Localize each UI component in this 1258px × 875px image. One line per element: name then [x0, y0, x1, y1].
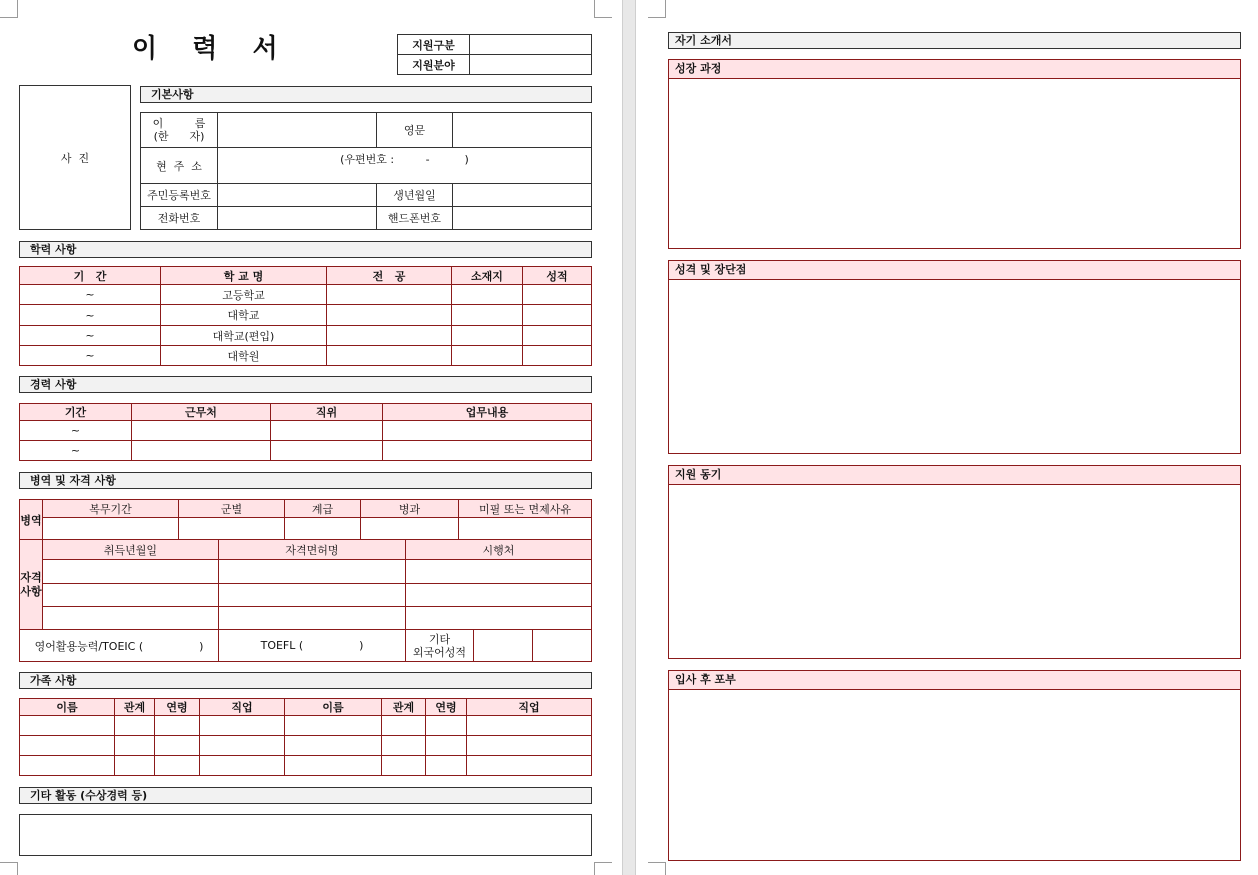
basic-info-table	[140, 112, 592, 230]
postal-code-text: (우편번호 : - )	[340, 153, 469, 166]
apply-type-label: 지원구분	[398, 35, 470, 55]
crop-mark-bottom-right	[594, 862, 612, 875]
other-language-label: 기타 외국어성적	[406, 630, 474, 662]
career-duties-cell[interactable]	[383, 441, 592, 461]
education-table	[19, 266, 592, 366]
edu-major-cell[interactable]	[327, 305, 452, 326]
mil-col-service-period: 복무기간	[43, 500, 179, 518]
mil-specialty-field[interactable]	[361, 518, 459, 540]
english-name-field[interactable]	[453, 113, 592, 148]
family-col-name-2: 이름	[285, 699, 382, 716]
table-row	[20, 756, 592, 776]
table-row	[20, 560, 592, 584]
family-col-name: 이름	[20, 699, 115, 716]
crop-mark-top-right	[594, 0, 612, 18]
edu-grade-cell[interactable]	[523, 346, 592, 366]
apply-type-field[interactable]	[470, 35, 592, 55]
edu-period-cell[interactable]: ~	[20, 305, 161, 326]
qual-issuer-cell[interactable]	[406, 584, 592, 607]
career-company-cell[interactable]	[132, 421, 271, 441]
birth-field[interactable]	[453, 184, 592, 207]
career-col-period: 기간	[20, 404, 132, 421]
qual-col-issuer: 시행처	[406, 540, 592, 560]
mil-col-branch: 군별	[179, 500, 285, 518]
edu-period-cell[interactable]: ~	[20, 346, 161, 366]
family-col-job-2: 직업	[467, 699, 592, 716]
career-position-cell[interactable]	[271, 421, 383, 441]
career-header: 경력 사항	[19, 376, 592, 393]
photo-label: 사 진	[60, 151, 90, 165]
apply-field-label: 지원분야	[398, 55, 470, 75]
edu-location-cell[interactable]	[452, 326, 523, 346]
mil-exemption-field[interactable]	[459, 518, 592, 540]
toeic-label[interactable]: 영어활용능력/TOEIC ( )	[20, 630, 219, 662]
military-header: 병역 및 자격 사항	[19, 472, 592, 489]
mobile-field[interactable]	[453, 207, 592, 230]
apply-table	[397, 34, 592, 75]
table-row	[20, 607, 592, 630]
cover-letter-page	[636, 0, 1258, 875]
aspiration-section[interactable]	[668, 670, 1241, 861]
qual-col-license: 자격면허명	[219, 540, 406, 560]
basic-info-header: 기본사항	[140, 86, 592, 103]
edu-location-cell[interactable]	[452, 346, 523, 366]
career-duties-cell[interactable]	[383, 421, 592, 441]
birth-label: 생년월일	[377, 184, 453, 207]
family-col-relation-2: 관계	[382, 699, 426, 716]
edu-grade-cell[interactable]	[523, 305, 592, 326]
qual-date-cell[interactable]	[43, 607, 219, 630]
resume-title: 이 력 서	[132, 34, 280, 64]
photo-box[interactable]	[19, 85, 131, 230]
edu-school-cell[interactable]: 고등학교	[161, 285, 327, 305]
education-header: 학력 사항	[19, 241, 592, 258]
mil-rank-field[interactable]	[285, 518, 361, 540]
family-col-job: 직업	[200, 699, 285, 716]
edu-col-location: 소재지	[452, 267, 523, 285]
career-period-cell[interactable]: ~	[20, 421, 132, 441]
table-row	[20, 716, 592, 736]
mil-col-rank: 계급	[285, 500, 361, 518]
mil-service-period-field[interactable]	[43, 518, 179, 540]
table-row	[20, 346, 592, 366]
address-field[interactable]	[218, 148, 592, 184]
edu-major-cell[interactable]	[327, 326, 452, 346]
mil-branch-field[interactable]	[179, 518, 285, 540]
personality-section[interactable]	[668, 260, 1241, 454]
qual-license-cell[interactable]	[219, 607, 406, 630]
career-company-cell[interactable]	[132, 441, 271, 461]
phone-label: 전화번호	[141, 207, 218, 230]
qual-license-cell[interactable]	[219, 584, 406, 607]
crop-mark-top-left	[648, 0, 666, 18]
table-row	[20, 584, 592, 607]
apply-field-field[interactable]	[470, 55, 592, 75]
edu-location-cell[interactable]	[452, 305, 523, 326]
motivation-section-title: 지원 동기	[669, 466, 1240, 485]
qualification-label: 자격 사항	[20, 540, 43, 630]
cover-letter-header: 자기 소개서	[668, 32, 1241, 49]
table-row	[20, 441, 592, 461]
toefl-label[interactable]: TOEFL ( )	[219, 630, 406, 662]
table-row	[20, 285, 592, 305]
page-gutter	[622, 0, 636, 875]
personality-section-title: 성격 및 장단점	[669, 261, 1240, 280]
mil-col-exemption: 미필 또는 면제사유	[459, 500, 592, 518]
edu-col-school: 학 교 명	[161, 267, 327, 285]
qual-license-cell[interactable]	[219, 560, 406, 584]
address-label: 현 주 소	[141, 148, 218, 184]
edu-grade-cell[interactable]	[523, 326, 592, 346]
edu-school-cell[interactable]: 대학교(편입)	[161, 326, 327, 346]
edu-period-cell[interactable]: ~	[20, 326, 161, 346]
aspiration-section-title: 입사 후 포부	[669, 671, 1240, 690]
edu-col-grade: 성적	[523, 267, 592, 285]
military-table	[19, 499, 592, 540]
table-row	[20, 421, 592, 441]
crop-mark-bottom-left	[648, 862, 666, 875]
crop-mark-top-left	[0, 0, 18, 18]
career-period-cell[interactable]: ~	[20, 441, 132, 461]
career-col-company: 근무처	[132, 404, 271, 421]
other-language-field[interactable]	[474, 630, 533, 662]
family-table	[19, 698, 592, 776]
rrn-field[interactable]	[218, 184, 377, 207]
activities-header: 기타 활동 (수상경력 등)	[19, 787, 592, 804]
resume-page	[0, 0, 622, 875]
edu-major-cell[interactable]	[327, 285, 452, 305]
qual-issuer-cell[interactable]	[406, 560, 592, 584]
family-col-age: 연령	[155, 699, 200, 716]
edu-period-cell[interactable]: ~	[20, 285, 161, 305]
table-row	[20, 736, 592, 756]
edu-grade-cell[interactable]	[523, 285, 592, 305]
military-label: 병역	[20, 500, 43, 540]
career-col-duties: 업무내용	[383, 404, 592, 421]
edu-col-period: 기 간	[20, 267, 161, 285]
edu-col-major: 전 공	[327, 267, 452, 285]
phone-field[interactable]	[218, 207, 377, 230]
table-row	[20, 326, 592, 346]
career-position-cell[interactable]	[271, 441, 383, 461]
english-name-label: 영문	[377, 113, 453, 148]
growth-section[interactable]	[668, 59, 1241, 249]
family-col-relation: 관계	[115, 699, 155, 716]
career-table	[19, 403, 592, 461]
family-header: 가족 사항	[19, 672, 592, 689]
qual-col-date: 취득년월일	[43, 540, 219, 560]
name-label: 이 름 (한 자)	[141, 113, 218, 148]
rrn-label: 주민등록번호	[141, 184, 218, 207]
edu-school-cell[interactable]: 대학원	[161, 346, 327, 366]
edu-location-cell[interactable]	[452, 285, 523, 305]
name-field[interactable]	[218, 113, 377, 148]
qual-date-cell[interactable]	[43, 560, 219, 584]
career-col-position: 직위	[271, 404, 383, 421]
mobile-label: 핸드폰번호	[377, 207, 453, 230]
crop-mark-bottom-left	[0, 862, 18, 875]
table-row	[20, 305, 592, 326]
activities-field[interactable]	[19, 814, 592, 856]
qual-issuer-cell[interactable]	[406, 607, 592, 630]
mil-col-specialty: 병과	[361, 500, 459, 518]
edu-major-cell[interactable]	[327, 346, 452, 366]
other-language-score-field[interactable]	[533, 630, 592, 662]
language-table	[19, 629, 592, 662]
growth-section-title: 성장 과정	[669, 60, 1240, 79]
edu-school-cell[interactable]: 대학교	[161, 305, 327, 326]
family-col-age-2: 연령	[426, 699, 467, 716]
motivation-section[interactable]	[668, 465, 1241, 659]
qualification-table	[19, 539, 592, 630]
qual-date-cell[interactable]	[43, 584, 219, 607]
